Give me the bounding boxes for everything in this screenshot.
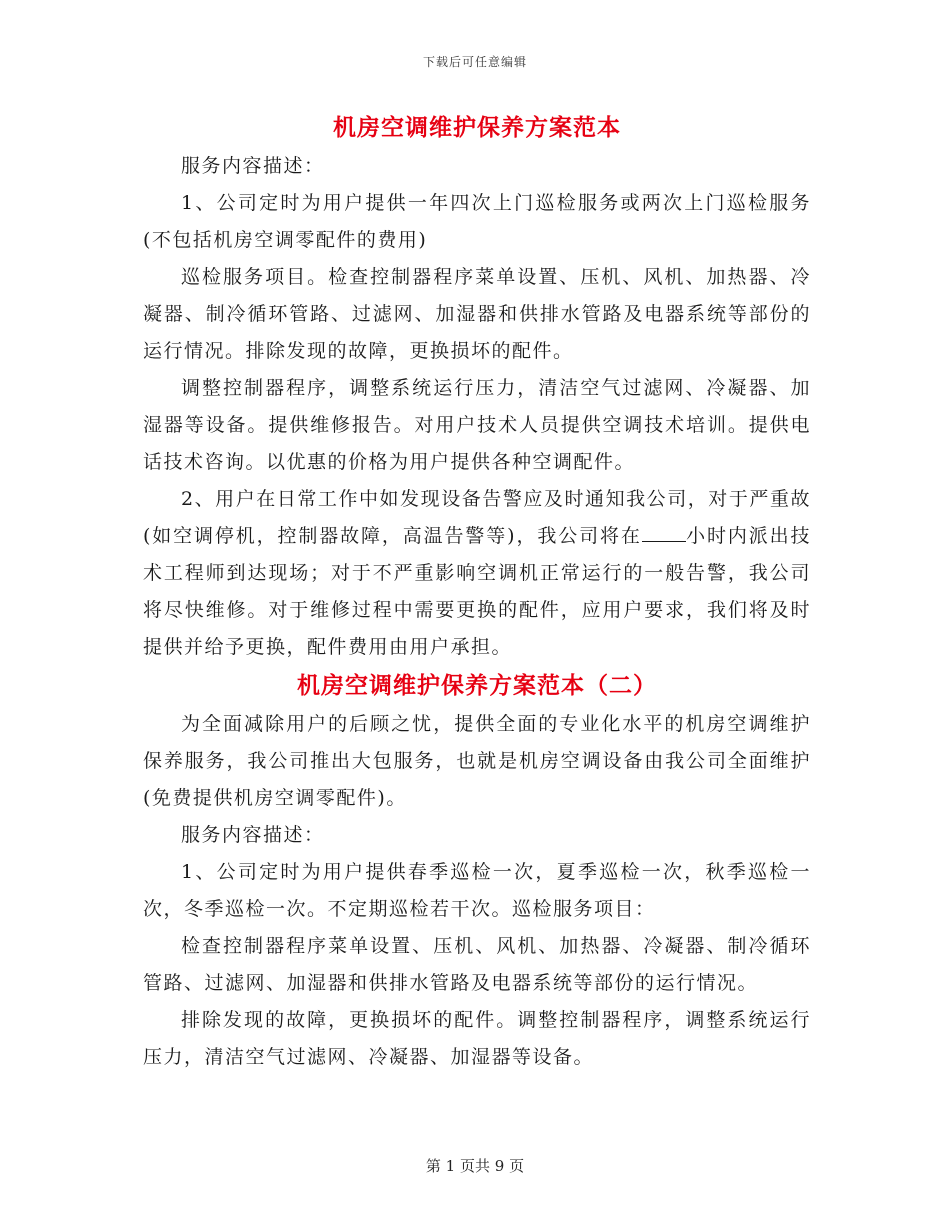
section-2-title: 机房空调维护保养方案范本（二） — [297, 672, 657, 699]
document-body — [143, 108, 811, 1076]
section-2-paragraph-1: 为全面减除用户的后顾之忧，提供全面的专业化水平的机房空调维护保养服务，我公司推出大包服务，也就是机房空调设备由我公司全面维护(免费提供机房空调零配件)。 — [143, 713, 811, 809]
section-1-paragraph-5-part-1: 2、用户在日常工作中如发现设备告警应及时通知我公司，对于严重故(如空调停机，控制器故障，高温告警等)，我公司将在 — [143, 488, 811, 547]
section-1-paragraph-1: 服务内容描述： — [181, 155, 325, 177]
page-header: 下载后可任意编辑 — [422, 55, 527, 69]
section-1-paragraph-5-part-2: 小时内派出技术工程师到达现场；对于不严重影响空调机正常运行的一般告警，我公司将尽快维修。对于维修过程中需要更换的配件，应用户要求，我们将及时提供并给予更换，配件费用由用户承担。 — [143, 525, 811, 658]
section-1-paragraph-4: 调整控制器程序，调整系统运行压力，清洁空气过滤网、冷凝器、加湿器等设备。提供维修报告。对用户技术人员提供空调技术培训。提供电话技术咨询。以优惠的价格为用户提供各种空调配件。 — [143, 377, 811, 473]
page-footer: 第 1 页共 9 页 — [425, 1157, 525, 1175]
section-1-paragraph-5 — [143, 481, 811, 666]
section-1-paragraph-2: 1、公司定时为用户提供一年四次上门巡检服务或两次上门巡检服务(不包括机房空调零配件的费用) — [143, 192, 811, 251]
section-1-title: 机房空调维护保养方案范本 — [333, 114, 621, 141]
section-1-paragraph-3: 巡检服务项目。检查控制器程序菜单设置、压机、风机、加热器、冷凝器、制冷循环管路、过滤网、加湿器和供排水管路及电器系统等部份的运行情况。排除发现的故障，更换损坏的配件。 — [143, 266, 811, 362]
section-2-paragraph-2: 服务内容描述： — [181, 824, 325, 846]
fill-in-blank — [642, 523, 686, 542]
section-2-paragraph-5: 排除发现的故障，更换损坏的配件。调整控制器程序，调整系统运行压力，清洁空气过滤网、冷凝器、加湿器等设备。 — [143, 1009, 811, 1068]
section-2-paragraph-4: 检查控制器程序菜单设置、压机、风机、加热器、冷凝器、制冷循环管路、过滤网、加湿器和供排水管路及电器系统等部份的运行情况。 — [143, 935, 811, 994]
section-2-paragraph-3: 1、公司定时为用户提供春季巡检一次，夏季巡检一次，秋季巡检一次，冬季巡检一次。不定期巡检若干次。巡检服务项目： — [143, 861, 811, 920]
